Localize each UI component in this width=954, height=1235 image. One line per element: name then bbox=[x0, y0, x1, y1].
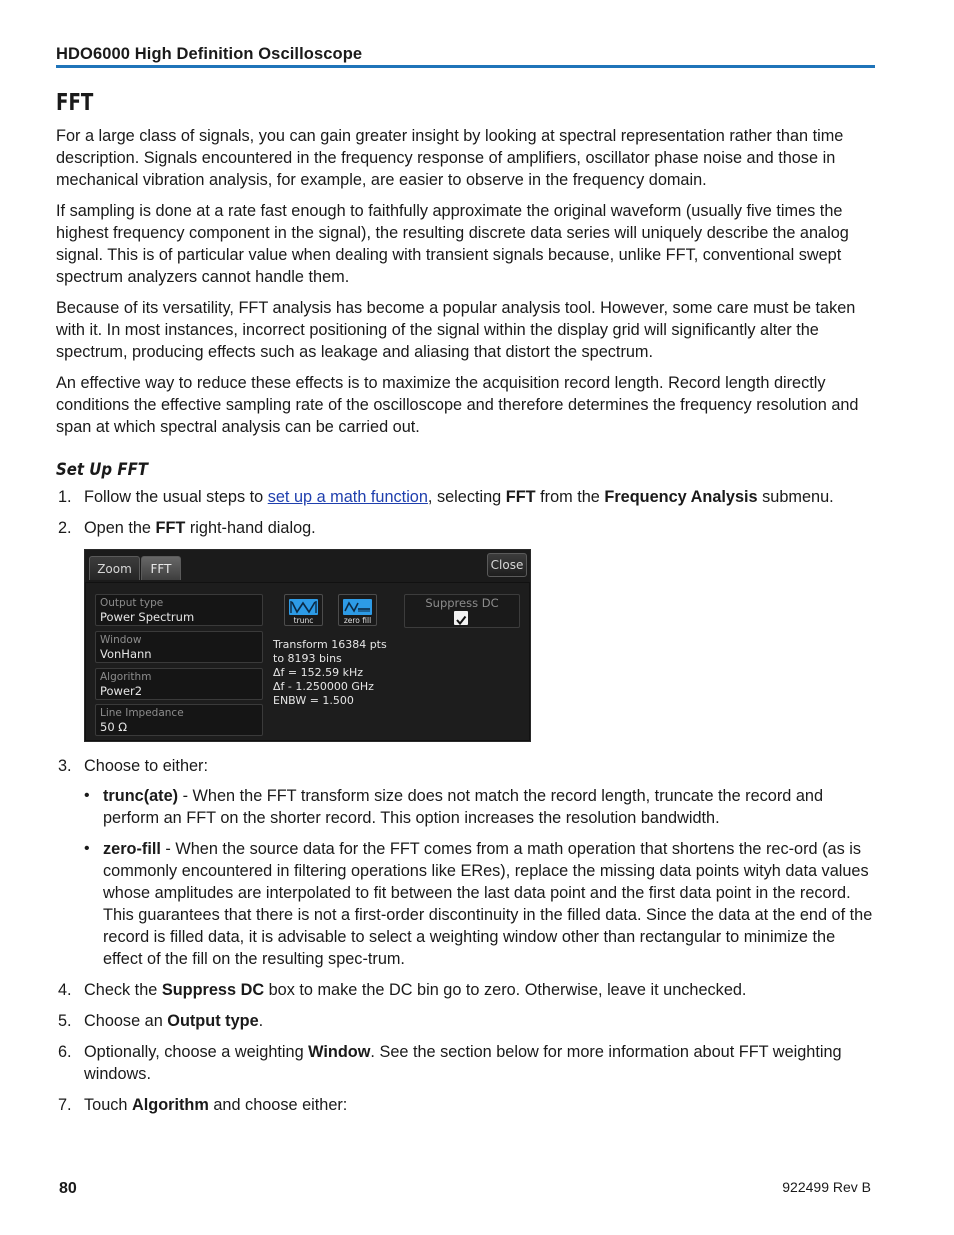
suppress-dc-label: Suppress DC bbox=[425, 596, 499, 610]
step-bold: Frequency Analysis bbox=[604, 488, 758, 506]
step-number: 3. bbox=[58, 757, 72, 775]
fft-dialog-screenshot bbox=[84, 549, 531, 742]
option-term: zero-fill bbox=[103, 840, 161, 858]
field-label: Line Impedance bbox=[100, 707, 184, 719]
info-line: to 8193 bins bbox=[273, 652, 342, 665]
step-text: Choose an bbox=[84, 1012, 168, 1030]
step-text: Follow the usual steps to bbox=[84, 488, 268, 506]
step-text: Open the bbox=[84, 519, 156, 537]
paragraph-1: For a large class of signals, you can gain greater insight by looking at spectral representation rather than time description. Signals encountered in the frequency response of amplifiers, oscillator phase noise and those in mechanical vibration analysis, for example, are easier to observe in the frequency domain. bbox=[56, 127, 844, 189]
field-label: Window bbox=[100, 634, 142, 646]
step-number: 6. bbox=[58, 1043, 72, 1061]
option-text: - When the FFT transform size does not match the record length, truncate the record and perform an FFT on the shorter record. This option increases the resolution bandwidth. bbox=[103, 787, 824, 827]
close-button[interactable]: Close bbox=[487, 553, 527, 577]
step-text: box to make the DC bin go to zero. Otherwise, leave it unchecked. bbox=[264, 981, 747, 999]
step-number: 1. bbox=[58, 488, 72, 506]
option-list bbox=[56, 785, 878, 970]
line-impedance-field[interactable] bbox=[95, 704, 263, 736]
step-bold: FFT bbox=[155, 519, 186, 537]
step-text: right-hand dialog. bbox=[185, 519, 316, 537]
steps-list bbox=[56, 486, 878, 1116]
step-3 bbox=[56, 755, 878, 970]
transform-info bbox=[273, 638, 387, 708]
step-bold: Window bbox=[308, 1043, 371, 1061]
step-number: 5. bbox=[58, 1012, 72, 1030]
step-text: Choose to either: bbox=[84, 757, 208, 775]
step-1 bbox=[56, 486, 878, 508]
option-term: trunc(ate) bbox=[103, 787, 179, 805]
zero-fill-button[interactable] bbox=[338, 594, 377, 626]
trunc-button[interactable] bbox=[284, 594, 323, 626]
step-text: and choose either: bbox=[208, 1096, 348, 1114]
step-bold: Output type bbox=[167, 1012, 259, 1030]
step-bold: Algorithm bbox=[131, 1096, 209, 1114]
option-trunc bbox=[56, 785, 878, 829]
setup-math-function-link[interactable]: set up a math function bbox=[267, 488, 428, 506]
subsection-title: Set Up FFT bbox=[56, 460, 149, 480]
page-content bbox=[56, 88, 878, 1125]
step-number: 7. bbox=[58, 1096, 72, 1114]
step-text: , selecting bbox=[427, 488, 506, 506]
option-text: - When the source data for the FFT comes from a math operation that shortens the rec-ord (as is commonly encountered in filtering operations like ERes), replace the missing data points wityh data values whose amplitudes are interpolated to fit between the last data point and the first data point in the record. This guarantees that there is not a first-order discontinuity in the filled data. Since the data at the end of the record is filled data, it is advisable to select a weighting window other than rectangular to minimize the effect of the fill on the resulting spec-trum. bbox=[103, 840, 873, 968]
suppress-dc-checkbox[interactable] bbox=[454, 611, 468, 625]
page-number: 80 bbox=[59, 1180, 77, 1197]
field-value: Power2 bbox=[100, 684, 143, 698]
step-text: . See the section below for more information about FFT weighting windows. bbox=[84, 1043, 842, 1083]
info-line: Transform 16384 pts bbox=[273, 638, 387, 651]
trunc-label: trunc bbox=[293, 616, 314, 625]
info-line: Δf = 152.59 kHz bbox=[273, 666, 364, 679]
step-number: 2. bbox=[58, 519, 72, 537]
tab-zoom[interactable]: Zoom bbox=[89, 556, 140, 580]
tab-fft[interactable]: FFT bbox=[141, 556, 181, 580]
field-label: Algorithm bbox=[100, 671, 152, 683]
step-bold: FFT bbox=[505, 488, 536, 506]
step-text: . bbox=[258, 1012, 264, 1030]
field-value: 50 Ω bbox=[100, 720, 128, 734]
output-type-field[interactable] bbox=[95, 594, 263, 626]
window-field[interactable] bbox=[95, 631, 263, 663]
zero-fill-label: zero fill bbox=[343, 616, 372, 625]
step-5 bbox=[56, 1010, 878, 1032]
step-text: submenu. bbox=[757, 488, 834, 506]
step-text: Check the bbox=[84, 981, 162, 999]
option-zero-fill bbox=[56, 838, 878, 970]
algorithm-field[interactable] bbox=[95, 668, 263, 700]
step-text: Optionally, choose a weighting bbox=[84, 1043, 309, 1061]
paragraph-2: If sampling is done at a rate fast enough to faithfully approximate the original waveform (usually five times the highest frequency component in the signal), the resulting discrete data series will uniquely describe the analog signal. This is of particular value when dealing with transient signals because, unlike FFT, conventional swept spectrum analyzers cannot handle them. bbox=[56, 202, 849, 286]
dialog-tab-bar bbox=[85, 550, 530, 582]
step-bold: Suppress DC bbox=[161, 981, 265, 999]
info-line: Δf - 1.250000 GHz bbox=[273, 680, 374, 693]
fft-settings-panel bbox=[86, 583, 529, 740]
section-title: FFT bbox=[56, 90, 94, 116]
running-header: HDO6000 High Definition Oscilloscope bbox=[56, 45, 363, 63]
field-value: Power Spectrum bbox=[100, 610, 195, 624]
step-number: 4. bbox=[58, 981, 72, 999]
step-2 bbox=[56, 517, 878, 742]
trunc-wave-icon bbox=[289, 599, 318, 615]
step-6 bbox=[56, 1041, 878, 1085]
field-value: VonHann bbox=[100, 647, 152, 661]
step-text: from the bbox=[535, 488, 605, 506]
step-7 bbox=[56, 1094, 878, 1116]
step-4 bbox=[56, 979, 878, 1001]
suppress-dc-control[interactable] bbox=[404, 594, 520, 628]
document-revision: 922499 Rev B bbox=[782, 1179, 871, 1195]
step-text: Touch bbox=[84, 1096, 132, 1114]
header-rule bbox=[56, 65, 875, 68]
info-line: ENBW = 1.500 bbox=[273, 694, 354, 707]
checkmark-icon bbox=[454, 613, 468, 627]
field-label: Output type bbox=[100, 597, 164, 609]
paragraph-3: Because of its versatility, FFT analysis has become a popular analysis tool. However, some care must be taken with it. In most instances, incorrect positioning of the signal within the display grid will significantly alter the spectrum, producing effects such as leakage and aliasing that distort the spectrum. bbox=[56, 299, 856, 361]
zero-fill-wave-icon bbox=[343, 599, 372, 615]
paragraph-4: An effective way to reduce these effects is to maximize the acquisition record length. Record length directly conditions the effective sampling rate of the oscilloscope and therefore determines the frequency resolution and span at which spectral analysis can be carried out. bbox=[56, 374, 859, 436]
